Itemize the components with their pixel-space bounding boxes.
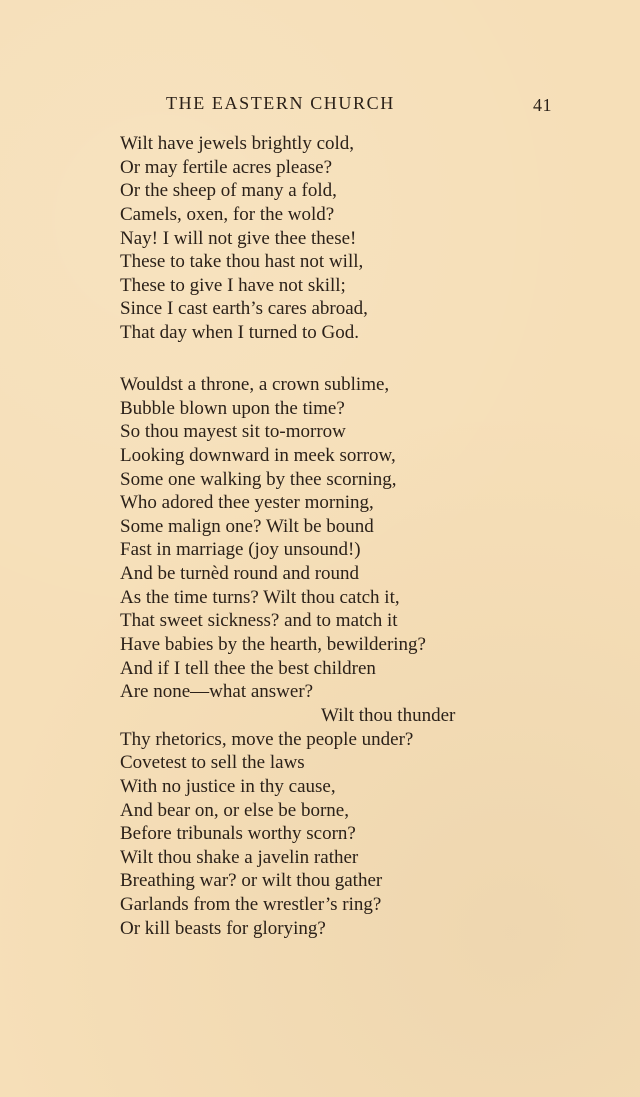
poem-line: Some one walking by thee scorning, [120, 468, 397, 490]
poem-line: Fast in marriage (joy unsound!) [120, 539, 361, 561]
poem-line: Camels, oxen, for the wold? [120, 203, 335, 225]
poem-line: Or kill beasts for glorying? [120, 917, 326, 939]
poem-line: As the time turns? Wilt thou catch it, [120, 586, 400, 608]
poem-line: So thou mayest sit to-morrow [120, 421, 346, 443]
poem-line: Nay! I will not give thee these! [120, 227, 357, 249]
poem-line: That sweet sickness? and to match it [120, 610, 398, 632]
poem-line: Or may fertile acres please? [120, 156, 333, 178]
running-head: THE EASTERN CHURCH [166, 93, 395, 113]
poem-line: Thy rhetorics, move the people under? [120, 728, 414, 750]
poem-line: With no justice in thy cause, [120, 775, 336, 797]
poem-line: Garlands from the wrestler’s ring? [120, 894, 382, 916]
poem-line: Looking downward in meek sorrow, [120, 444, 396, 466]
poem-line: These to take thou hast not will, [120, 251, 364, 273]
poem-stanza-2 [120, 373, 510, 940]
poem-line: Breathing war? or wilt thou gather [120, 870, 383, 892]
poem-line: And be turnèd round and round [120, 563, 360, 585]
poem-line: Bubble blown upon the time? [120, 397, 345, 419]
poem-line: And if I tell thee the best children [120, 657, 376, 679]
poem-line: Covetest to sell the laws [120, 752, 305, 774]
poem-line: Are none—what answer? [120, 681, 314, 703]
poem-line: Wilt thou shake a javelin rather [120, 846, 359, 868]
poem-line: That day when I turned to God. [120, 322, 360, 344]
poem-line: Some malign one? Wilt be bound [120, 515, 374, 537]
poem-line: Since I cast earth’s cares abroad, [120, 298, 368, 320]
poem-line: Or the sheep of many a fold, [120, 180, 337, 202]
poem-line: And bear on, or else be borne, [120, 799, 349, 821]
poem-line: Have babies by the hearth, bewildering? [120, 634, 426, 656]
poem-stanza-1 [120, 132, 510, 345]
poem-line: Before tribunals worthy scorn? [120, 823, 356, 845]
page-number: 41 [533, 95, 552, 115]
poem-line: These to give I have not skill; [120, 274, 346, 296]
poem-line: Wouldst a throne, a crown sublime, [120, 374, 390, 395]
poem-line: Who adored thee yester morning, [120, 492, 374, 514]
poem-line: Wilt thou thunder [321, 704, 456, 726]
poem-line: Wilt have jewels brightly cold, [120, 133, 355, 154]
